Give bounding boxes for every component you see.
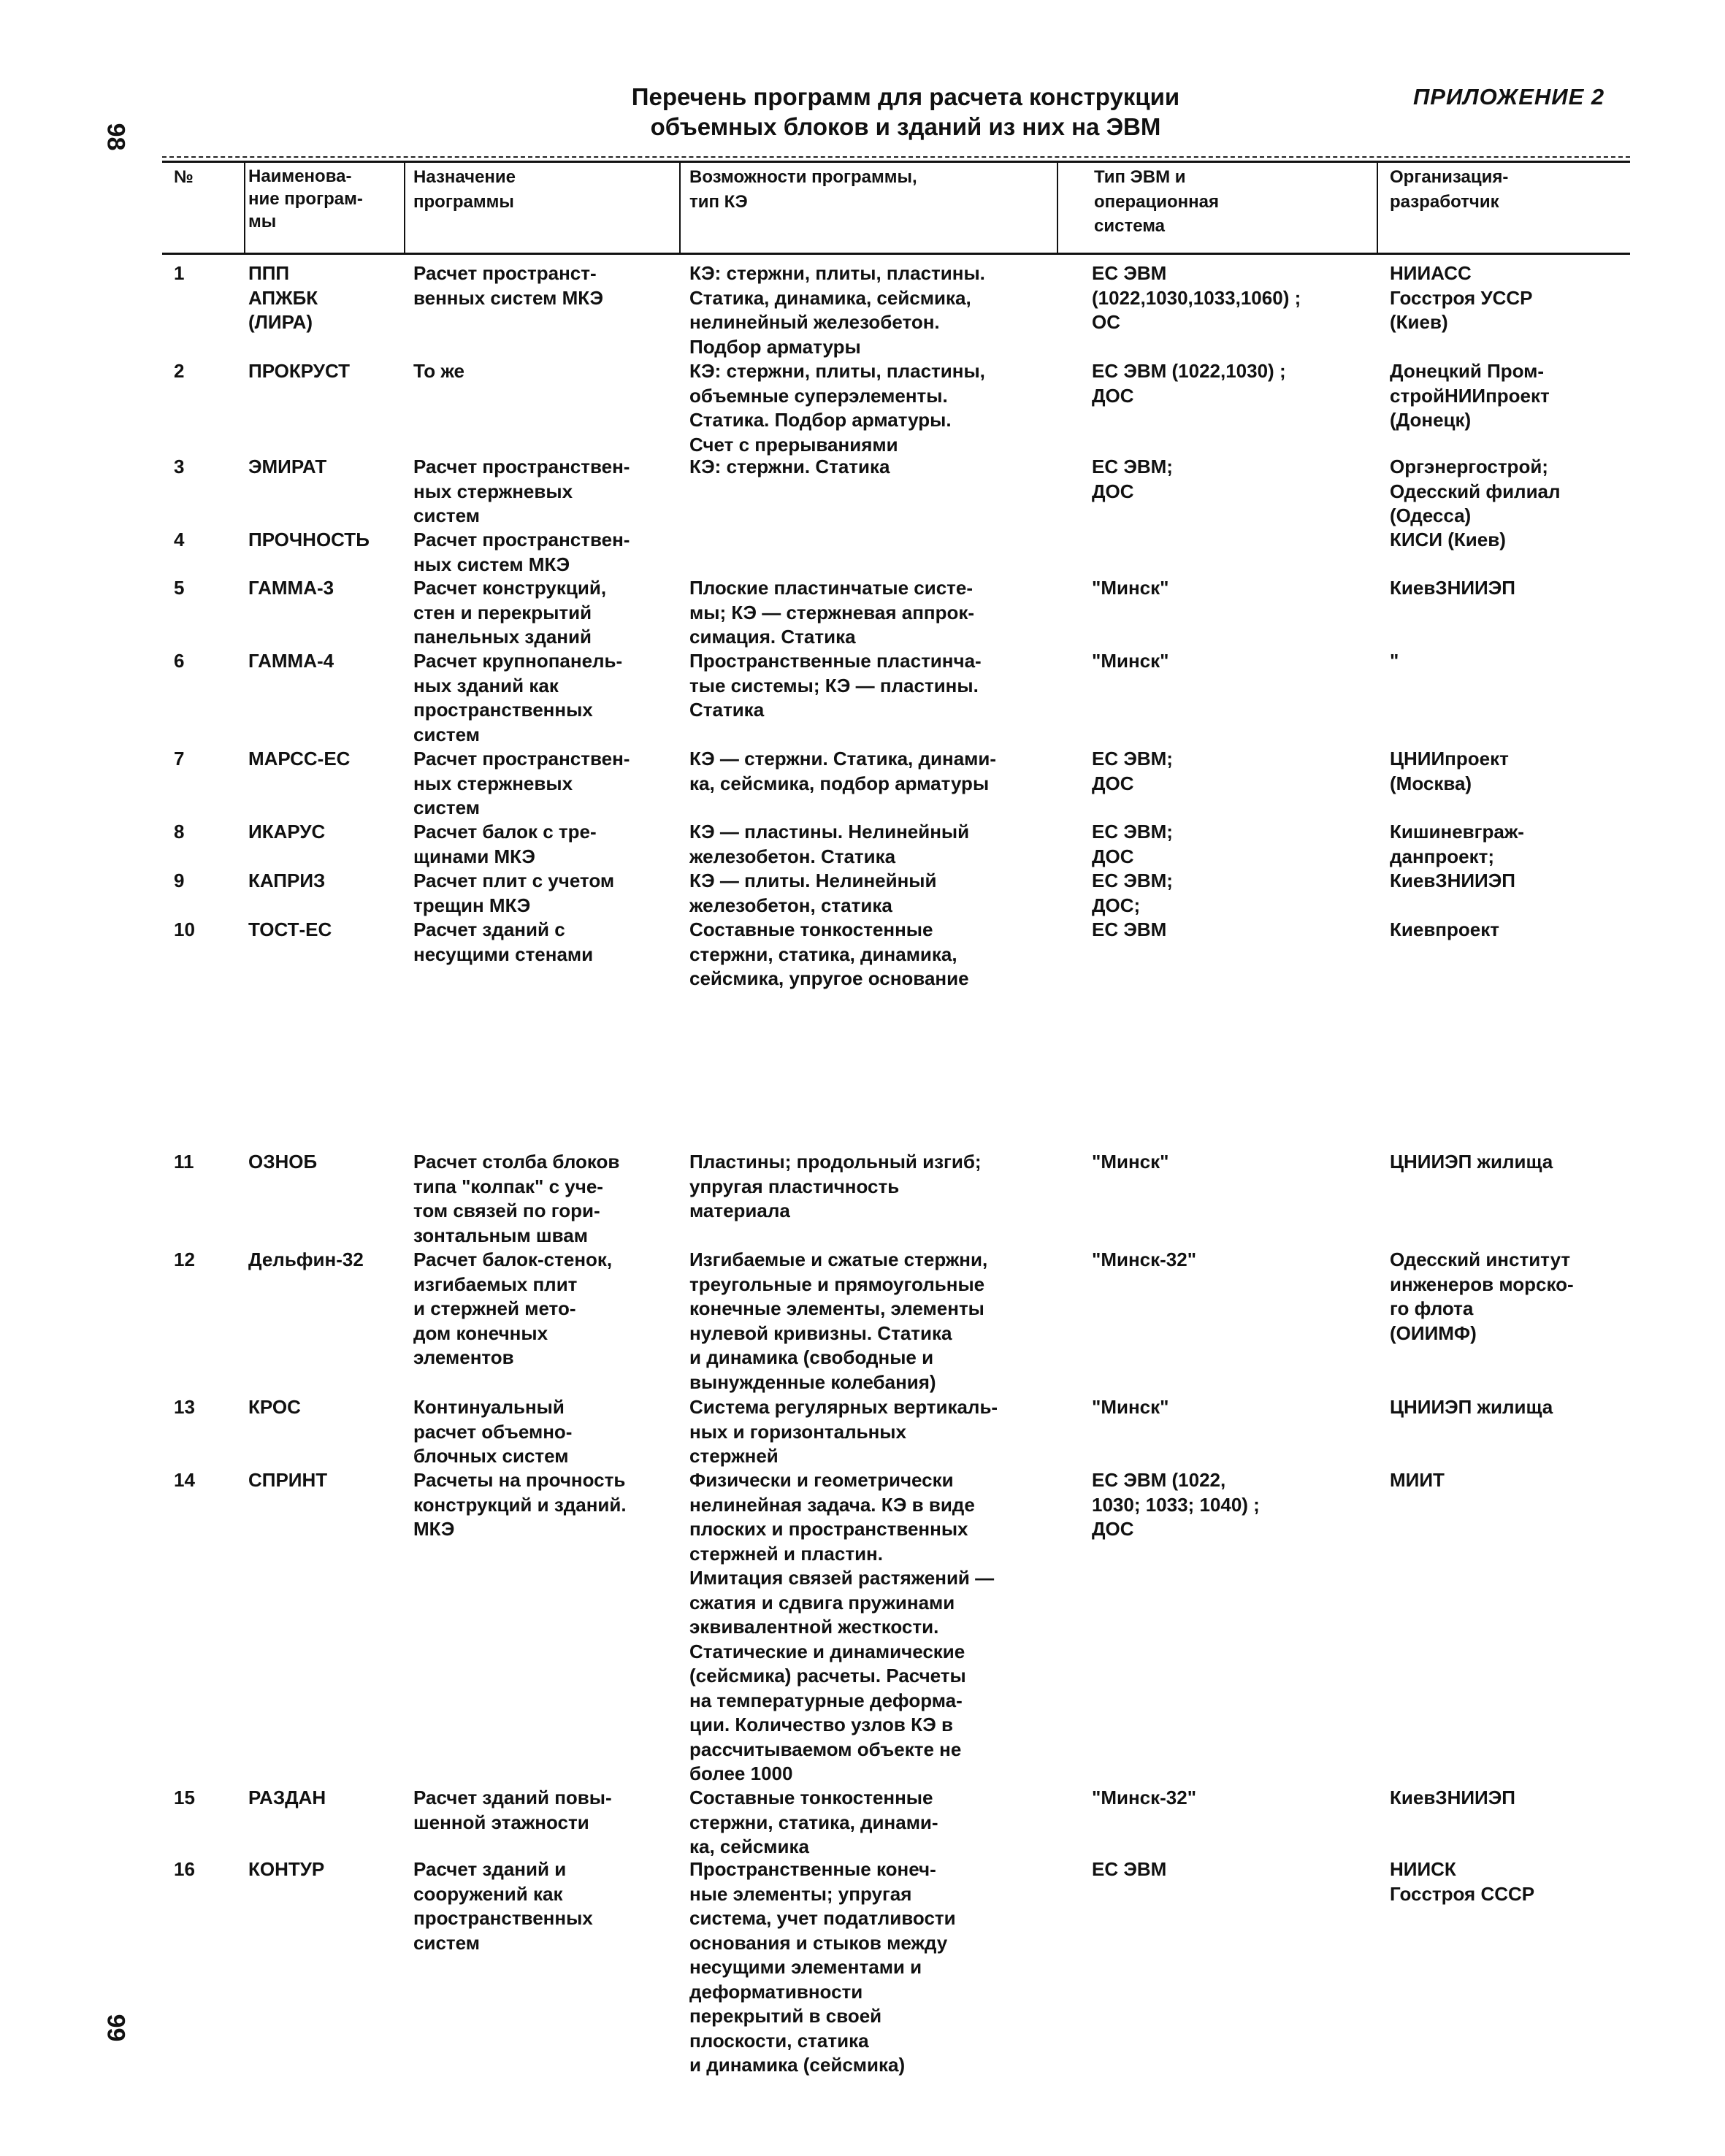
program-purpose: Расчет зданий с несущими стенами (413, 918, 594, 965)
program-capabilities: Пространственные конеч- ные элементы; упругая система, учет податливости основания и стыков между несущими элементами и деформативности перекрытий в своей плоскости, статика и динамика (сейсмика) (689, 1858, 956, 2076)
program-name: ТОСТ-ЕС (248, 918, 332, 940)
header-organization: Организация- разработчик (1390, 167, 1509, 212)
computer-type: ЕС ЭВМ (1022, 1030; 1033; 1040) ; ДОС (1092, 1469, 1260, 1540)
header-num: № (174, 167, 194, 187)
program-capabilities: Изгибаемые и сжатые стержни, треугольные и прямоугольные конечные элементы, элементы нулевой кривизны. Статика и динамика (свободные и вынужденные колебания) (689, 1248, 988, 1393)
computer-type: "Минск-32" (1092, 1787, 1197, 1808)
row-number: 8 (174, 821, 185, 843)
column-divider (1057, 161, 1058, 254)
program-purpose: Расчет балок-стенок, изгибаемых плит и стержней мето- дом конечных элементов (413, 1248, 613, 1368)
program-purpose: Расчет зданий повы- шенной этажности (413, 1787, 612, 1833)
header-top-rule (162, 161, 1630, 163)
computer-type: "Минск" (1092, 1151, 1169, 1173)
program-name: КАПРИЗ (248, 870, 326, 891)
row-number: 10 (174, 918, 195, 940)
computer-type: "Минск" (1092, 577, 1169, 599)
row-number: 2 (174, 360, 185, 382)
program-name: ИКАРУС (248, 821, 326, 843)
header-dashed-rule (162, 156, 1630, 158)
column-divider (244, 161, 245, 254)
computer-type: ЕС ЭВМ; ДОС (1092, 748, 1173, 794)
computer-type: "Минск" (1092, 1396, 1169, 1418)
program-purpose: Расчет конструкций, стен и перекрытий панельных зданий (413, 577, 607, 648)
page-number-bottom: 99 (102, 2014, 130, 2042)
computer-type: ЕС ЭВМ (1022,1030) ; ДОС (1092, 360, 1286, 407)
appendix-label: ПРИЛОЖЕНИЕ 2 (1413, 84, 1605, 110)
program-capabilities: Пространственные пластинча- тые системы; КЭ — пластины. Статика (689, 650, 982, 721)
developer-organization: КиевЗНИИЭП (1390, 577, 1515, 599)
program-name: ОЗНОБ (248, 1151, 318, 1173)
row-number: 13 (174, 1396, 195, 1418)
program-name: КОНТУР (248, 1858, 325, 1880)
row-number: 6 (174, 650, 185, 672)
program-name: МАРСС-ЕС (248, 748, 351, 770)
row-number: 3 (174, 456, 185, 477)
row-number: 7 (174, 748, 185, 770)
computer-type: ЕС ЭВМ (1092, 1858, 1167, 1880)
program-name: КРОС (248, 1396, 301, 1418)
program-purpose: Континуальный расчет объемно- блочных систем (413, 1396, 573, 1467)
developer-organization: Кишиневграж- данпроект; (1390, 821, 1524, 867)
computer-type: ЕС ЭВМ; ДОС (1092, 821, 1173, 867)
program-purpose: Расчет зданий и сооружений как пространственных систем (413, 1858, 593, 1954)
row-number: 1 (174, 262, 185, 284)
program-name: ПРОЧНОСТЬ (248, 529, 370, 550)
row-number: 15 (174, 1787, 195, 1808)
program-capabilities: Физически и геометрически нелинейная задача. КЭ в виде плоских и пространственных стержней и пластин. Имитация связей растяжений — сжатия и сдвига пружинами эквивалентной жесткости. Статические и динамические (сейсмика) расчеты. Расчеты на температурные деформа- ции. Количество узлов КЭ в рассчитываемом объекте не более 1000 (689, 1469, 995, 1784)
program-capabilities: Составные тонкостенные стержни, статика, динами- ка, сейсмика (689, 1787, 938, 1857)
page-title (467, 82, 1344, 142)
program-name: ЭМИРАТ (248, 456, 327, 477)
developer-organization: КиевЗНИИЭП (1390, 870, 1515, 891)
column-divider (1377, 161, 1378, 254)
developer-organization: Киевпроект (1390, 918, 1499, 940)
program-name: ГАММА-4 (248, 650, 334, 672)
program-capabilities: КЭ — плиты. Нелинейный железобетон, статика (689, 870, 937, 916)
program-name: ПРОКРУСТ (248, 360, 350, 382)
page-number-top: 98 (102, 123, 130, 151)
developer-organization: " (1390, 650, 1399, 672)
program-name: ППП АПЖБК (ЛИРА) (248, 262, 318, 333)
developer-organization: НИИСК Госстроя СССР (1390, 1858, 1535, 1905)
header-bottom-rule (162, 253, 1630, 255)
row-number: 11 (174, 1151, 194, 1173)
row-number: 14 (174, 1469, 195, 1491)
row-number: 4 (174, 529, 185, 550)
column-divider (404, 161, 405, 254)
program-capabilities: КЭ: стержни, плиты, пластины. Статика, динамика, сейсмика, нелинейный железобетон. Подбор арматуры (689, 262, 985, 358)
row-number: 16 (174, 1858, 195, 1880)
program-name: ГАММА-3 (248, 577, 334, 599)
program-capabilities: КЭ — стержни. Статика, динами- ка, сейсмика, подбор арматуры (689, 748, 997, 794)
program-purpose: Расчет пространствен- ных стержневых систем (413, 456, 630, 526)
row-number: 5 (174, 577, 185, 599)
computer-type: ЕС ЭВМ (1022,1030,1033,1060) ; ОС (1092, 262, 1301, 333)
computer-type: ЕС ЭВМ; ДОС; (1092, 870, 1173, 916)
program-purpose: Расчеты на прочность конструкций и зданий. МКЭ (413, 1469, 627, 1540)
program-name: Дельфин-32 (248, 1248, 364, 1270)
developer-organization: КИСИ (Киев) (1390, 529, 1506, 550)
header-name: Наименова- ние програм- мы (248, 166, 363, 231)
program-capabilities: КЭ: стержни, плиты, пластины, объемные суперэлементы. Статика. Подбор арматуры. Счет с прерываниями (689, 360, 985, 456)
developer-organization: Оргэнергострой; Одесский филиал (Одесса) (1390, 456, 1561, 526)
developer-organization: КиевЗНИИЭП (1390, 1787, 1515, 1808)
program-name: РАЗДАН (248, 1787, 326, 1808)
program-purpose: Расчет балок с тре- щинами МКЭ (413, 821, 597, 867)
program-capabilities: Пластины; продольный изгиб; упругая пластичность материала (689, 1151, 982, 1221)
row-number: 9 (174, 870, 185, 891)
program-purpose: Расчет крупнопанель- ных зданий как пространственных систем (413, 650, 623, 745)
developer-organization: НИИАСС Госстроя УССР (Киев) (1390, 262, 1533, 333)
developer-organization: ЦНИИЭП жилища (1390, 1396, 1553, 1418)
developer-organization: Одесский институт инженеров морско- го флота (ОИИМФ) (1390, 1248, 1574, 1344)
program-capabilities: КЭ — пластины. Нелинейный железобетон. Статика (689, 821, 970, 867)
column-divider (679, 161, 681, 254)
developer-organization: ЦНИИЭП жилища (1390, 1151, 1553, 1173)
program-purpose: Расчет пространствен- ных стержневых систем (413, 748, 630, 818)
program-purpose: Расчет столба блоков типа "колпак" с уче- том связей по гори- зонтальным швам (413, 1151, 620, 1246)
title-line-1: Перечень программ для расчета конструкции (631, 83, 1180, 110)
computer-type: ЕС ЭВМ; ДОС (1092, 456, 1173, 502)
title-line-2: объемных блоков и зданий из них на ЭВМ (650, 113, 1161, 140)
program-capabilities: КЭ: стержни. Статика (689, 456, 890, 477)
computer-type: ЕС ЭВМ (1092, 918, 1167, 940)
header-computer: Тип ЭВМ и операционная система (1094, 167, 1220, 236)
program-purpose: Расчет пространствен- ных систем МКЭ (413, 529, 630, 575)
program-purpose: Расчет плит с учетом трещин МКЭ (413, 870, 615, 916)
developer-organization: ЦНИИпроект (Москва) (1390, 748, 1509, 794)
program-capabilities: Составные тонкостенные стержни, статика, динамика, сейсмика, упругое основание (689, 918, 969, 989)
computer-type: "Минск-32" (1092, 1248, 1197, 1270)
program-capabilities: Система регулярных вертикаль- ных и горизонтальных стержней (689, 1396, 998, 1467)
row-number: 12 (174, 1248, 195, 1270)
header-purpose: Назначение программы (413, 167, 516, 212)
computer-type: "Минск" (1092, 650, 1169, 672)
program-capabilities: Плоские пластинчатые систе- мы; КЭ — стержневая аппрок- симация. Статика (689, 577, 975, 648)
developer-organization: МИИТ (1390, 1469, 1445, 1491)
program-name: СПРИНТ (248, 1469, 328, 1491)
developer-organization: Донецкий Пром- стройНИИпроект (Донецк) (1390, 360, 1550, 431)
program-purpose: Расчет пространст- венных систем МКЭ (413, 262, 603, 309)
program-purpose: То же (413, 360, 464, 382)
header-capabilities: Возможности программы, тип КЭ (689, 167, 917, 212)
